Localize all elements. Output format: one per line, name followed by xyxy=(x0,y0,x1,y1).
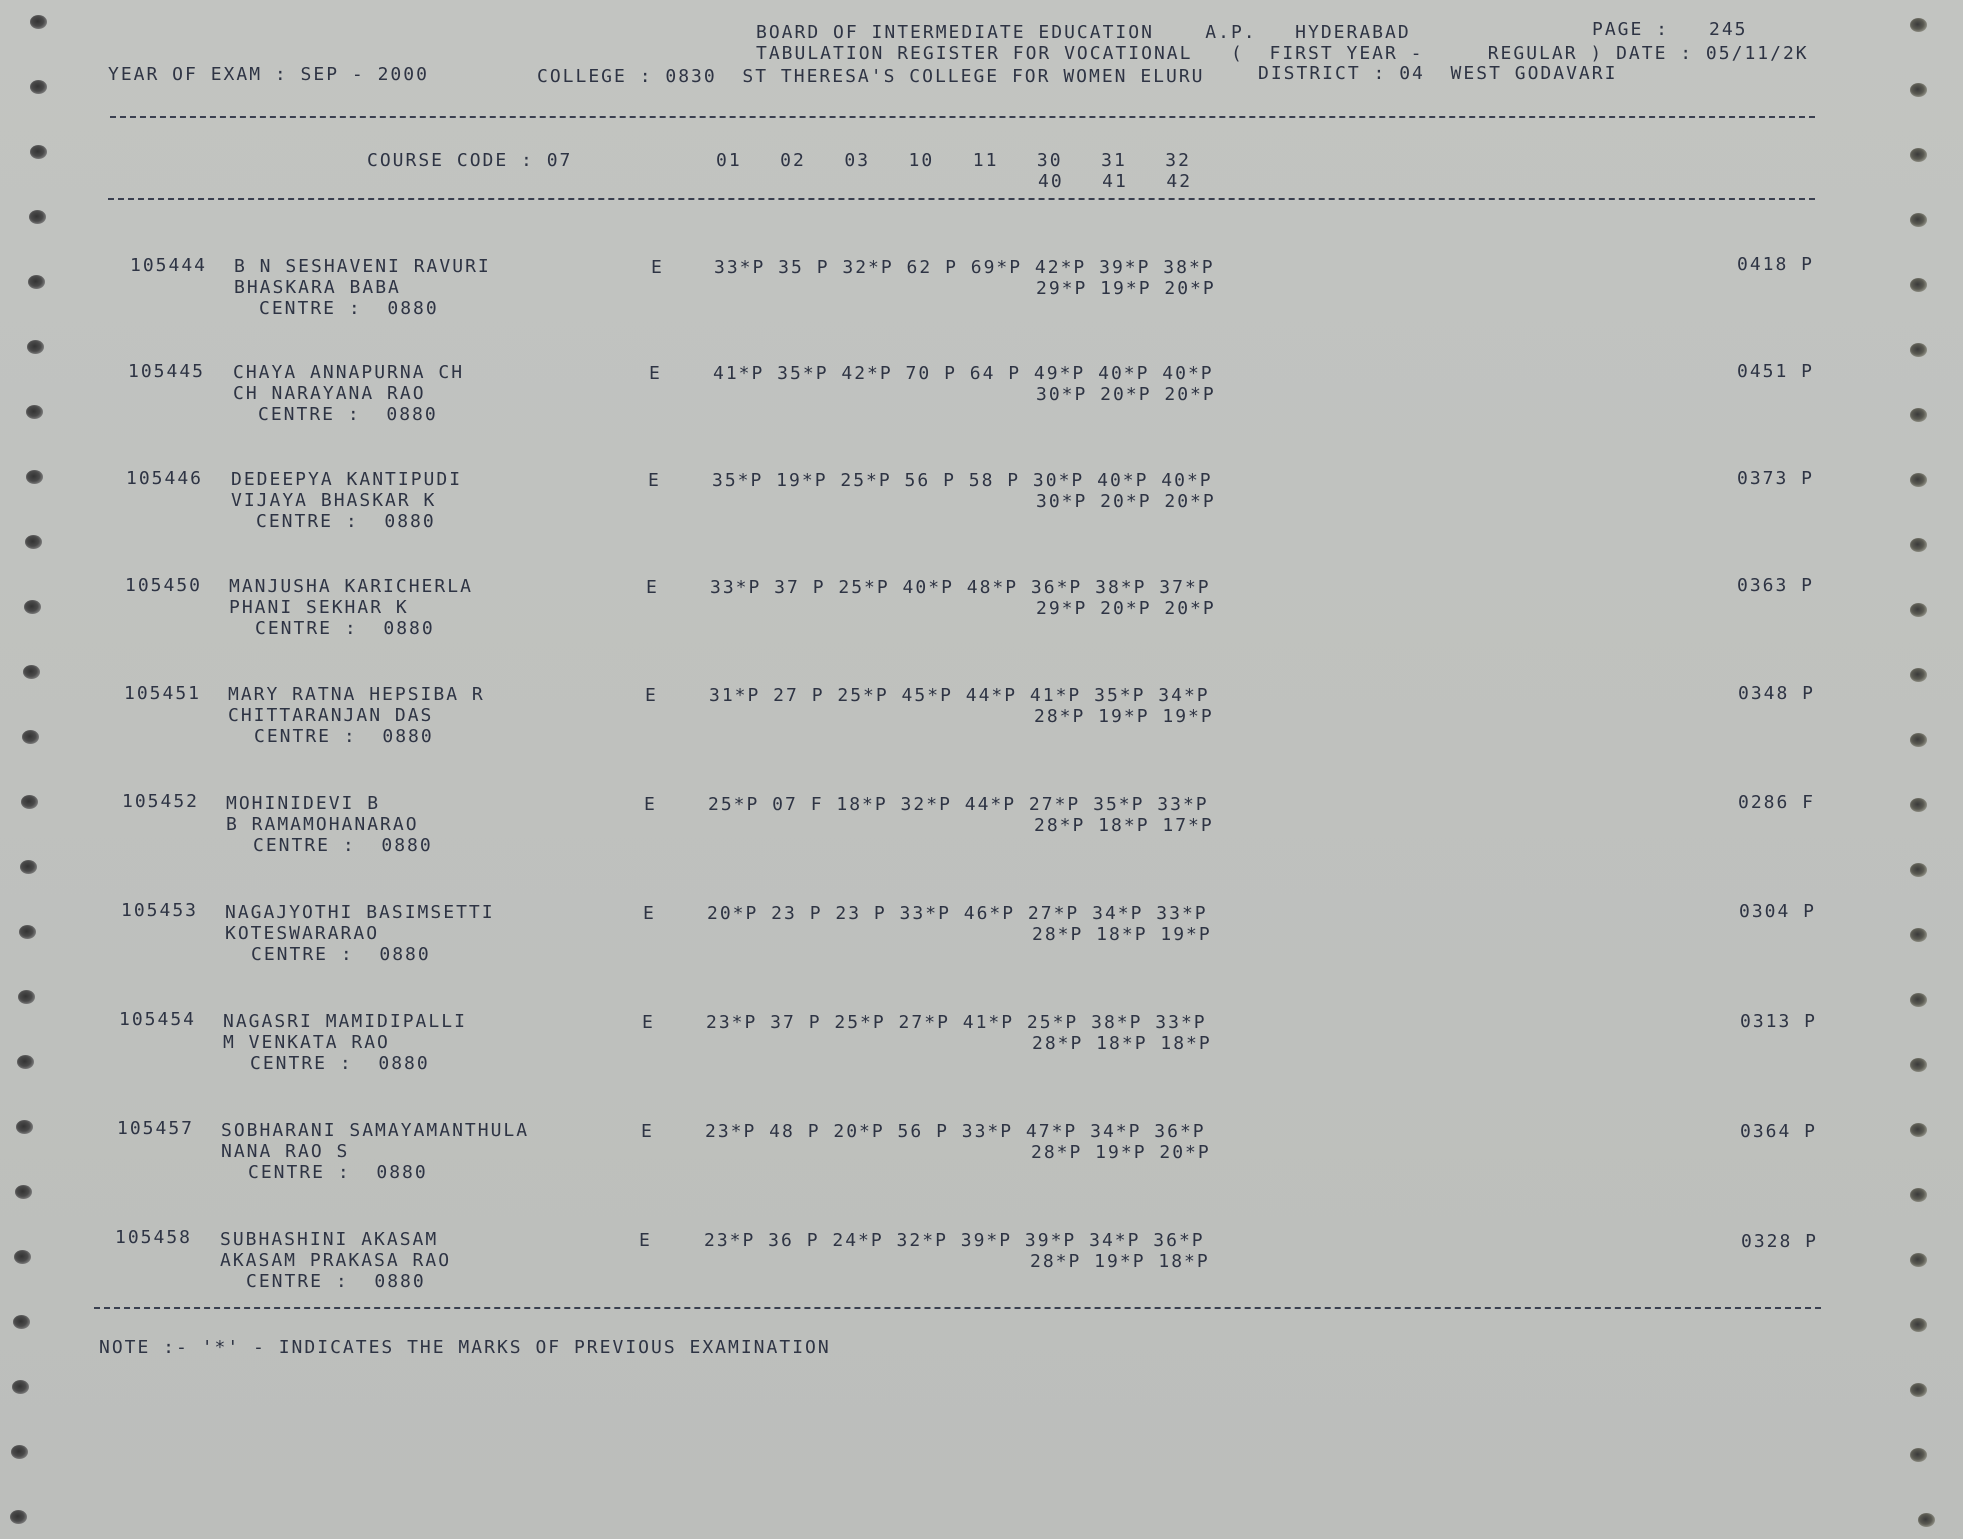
marks-row1: 33*P 37 P 25*P 40*P 48*P 36*P 38*P 37*P xyxy=(710,577,1211,598)
centre-code: CENTRE : 0880 xyxy=(259,298,439,319)
feed-hole xyxy=(13,1315,30,1329)
feed-hole xyxy=(1910,1123,1927,1137)
feed-hole xyxy=(27,340,44,354)
candidate-name: NAGASRI MAMIDIPALLI xyxy=(223,1011,467,1032)
feed-hole xyxy=(22,730,39,744)
hall-ticket-number: 105450 xyxy=(125,575,203,596)
marks-row1: 31*P 27 P 25*P 45*P 44*P 41*P 35*P 34*P xyxy=(709,685,1210,706)
feed-hole xyxy=(1918,1513,1935,1527)
marks-row1: 35*P 19*P 25*P 56 P 58 P 30*P 40*P 40*P xyxy=(712,470,1213,491)
medium: E xyxy=(643,903,656,924)
feed-hole xyxy=(1910,1253,1927,1267)
centre-code: CENTRE : 0880 xyxy=(250,1053,430,1074)
total-result: 0451 P xyxy=(1737,361,1815,382)
centre-code: CENTRE : 0880 xyxy=(246,1271,426,1292)
feed-hole xyxy=(11,1445,28,1459)
centre-code: CENTRE : 0880 xyxy=(248,1162,428,1183)
feed-hole xyxy=(1910,1318,1927,1332)
candidate-name: MANJUSHA KARICHERLA xyxy=(229,576,473,597)
feed-hole xyxy=(1910,408,1927,422)
parent-name: M VENKATA RAO xyxy=(223,1032,390,1053)
header-rule-bottom xyxy=(108,198,1815,200)
feed-hole xyxy=(19,925,36,939)
feed-hole xyxy=(1910,538,1927,552)
feed-hole xyxy=(1910,278,1927,292)
candidate-name: MARY RATNA HEPSIBA R xyxy=(228,684,485,705)
marks-row2: 29*P 19*P 20*P xyxy=(1036,278,1216,299)
marks-row1: 25*P 07 F 18*P 32*P 44*P 27*P 35*P 33*P xyxy=(708,794,1209,815)
feed-hole xyxy=(26,405,43,419)
feed-hole xyxy=(17,1055,34,1069)
feed-hole xyxy=(1910,993,1927,1007)
feed-hole xyxy=(1910,1448,1927,1462)
feed-hole xyxy=(12,1380,29,1394)
total-result: 0304 P xyxy=(1739,901,1817,922)
marks-row2: 28*P 19*P 19*P xyxy=(1034,706,1214,727)
total-result: 0313 P xyxy=(1740,1011,1818,1032)
feed-hole xyxy=(1910,1058,1927,1072)
note: NOTE :- '*' - INDICATES THE MARKS OF PREVIOUS EXAMINATION xyxy=(99,1337,831,1358)
marks-row1: 33*P 35 P 32*P 62 P 69*P 42*P 39*P 38*P xyxy=(714,257,1215,278)
marks-row2: 28*P 18*P 17*P xyxy=(1034,815,1214,836)
total-result: 0286 F xyxy=(1738,792,1816,813)
hall-ticket-number: 105446 xyxy=(126,468,204,489)
feed-hole xyxy=(18,990,35,1004)
centre-code: CENTRE : 0880 xyxy=(254,726,434,747)
parent-name: BHASKARA BABA xyxy=(234,277,401,298)
feed-hole xyxy=(1910,928,1927,942)
feed-hole xyxy=(15,1185,32,1199)
feed-hole xyxy=(24,600,41,614)
header-rule-top xyxy=(110,116,1815,118)
subject-codes-row1: 01 02 03 10 11 30 31 32 xyxy=(716,150,1191,171)
total-result: 0373 P xyxy=(1737,468,1815,489)
feed-hole xyxy=(23,665,40,679)
page-label: PAGE : xyxy=(1592,19,1670,40)
marks-row2: 28*P 19*P 20*P xyxy=(1031,1142,1211,1163)
feed-hole xyxy=(1910,148,1927,162)
marks-row2: 28*P 18*P 18*P xyxy=(1032,1033,1212,1054)
total-result: 0348 P xyxy=(1738,683,1816,704)
parent-name: AKASAM PRAKASA RAO xyxy=(220,1250,452,1271)
centre-code: CENTRE : 0880 xyxy=(256,511,436,532)
medium: E xyxy=(644,794,657,815)
marks-row2: 29*P 20*P 20*P xyxy=(1036,598,1216,619)
centre-code: CENTRE : 0880 xyxy=(255,618,435,639)
feed-hole xyxy=(30,15,47,29)
candidate-name: B N SESHAVENI RAVURI xyxy=(234,256,491,277)
candidate-name: MOHINIDEVI B xyxy=(226,793,381,814)
feed-hole xyxy=(20,860,37,874)
total-result: 0363 P xyxy=(1737,575,1815,596)
feed-hole xyxy=(1910,1188,1927,1202)
parent-name: CHITTARANJAN DAS xyxy=(228,705,434,726)
centre-code: CENTRE : 0880 xyxy=(251,944,431,965)
marks-row2: 30*P 20*P 20*P xyxy=(1036,491,1216,512)
hall-ticket-number: 105454 xyxy=(119,1009,197,1030)
marks-row2: 28*P 19*P 18*P xyxy=(1030,1251,1210,1272)
feed-hole xyxy=(10,1510,27,1524)
medium: E xyxy=(639,1230,652,1251)
feed-hole xyxy=(26,470,43,484)
page-number: 245 xyxy=(1709,19,1748,40)
candidate-name: DEDEEPYA KANTIPUDI xyxy=(231,469,463,490)
feed-hole xyxy=(1910,603,1927,617)
feed-hole xyxy=(1910,668,1927,682)
total-result: 0364 P xyxy=(1740,1121,1818,1142)
feed-hole xyxy=(25,535,42,549)
centre-code: CENTRE : 0880 xyxy=(258,404,438,425)
feed-hole xyxy=(16,1120,33,1134)
parent-name: PHANI SEKHAR K xyxy=(229,597,409,618)
board-title: BOARD OF INTERMEDIATE EDUCATION A.P. HYDERABAD xyxy=(756,22,1411,43)
medium: E xyxy=(646,577,659,598)
feed-hole xyxy=(1910,733,1927,747)
candidate-name: CHAYA ANNAPURNA CH xyxy=(233,362,465,383)
candidate-name: SOBHARANI SAMAYAMANTHULA xyxy=(221,1120,530,1141)
medium: E xyxy=(648,470,661,491)
medium: E xyxy=(642,1012,655,1033)
feed-hole xyxy=(1910,18,1927,32)
feed-hole xyxy=(1910,213,1927,227)
feed-hole xyxy=(1910,1383,1927,1397)
hall-ticket-number: 105444 xyxy=(130,255,208,276)
register-title: TABULATION REGISTER FOR VOCATIONAL ( FIRST YEAR - REGULAR ) DATE : 05/11/2K xyxy=(756,43,1809,64)
marks-row1: 23*P 36 P 24*P 32*P 39*P 39*P 34*P 36*P xyxy=(704,1230,1205,1251)
parent-name: KOTESWARARAO xyxy=(225,923,380,944)
medium: E xyxy=(651,257,664,278)
centre-code: CENTRE : 0880 xyxy=(253,835,433,856)
medium: E xyxy=(645,685,658,706)
feed-hole xyxy=(30,145,47,159)
marks-row2: 28*P 18*P 19*P xyxy=(1032,924,1212,945)
feed-hole xyxy=(30,80,47,94)
candidate-name: SUBHASHINI AKASAM xyxy=(220,1229,439,1250)
hall-ticket-number: 105458 xyxy=(115,1227,193,1248)
marks-row1: 20*P 23 P 23 P 33*P 46*P 27*P 34*P 33*P xyxy=(707,903,1208,924)
parent-name: NANA RAO S xyxy=(221,1141,350,1162)
hall-ticket-number: 105453 xyxy=(121,900,199,921)
medium: E xyxy=(641,1121,654,1142)
feed-hole xyxy=(28,275,45,289)
feed-hole xyxy=(1910,798,1927,812)
footer-rule xyxy=(94,1307,1821,1309)
subject-codes-row2: 40 41 42 xyxy=(1038,171,1193,192)
parent-name: B RAMAMOHANARAO xyxy=(226,814,419,835)
marks-row2: 30*P 20*P 20*P xyxy=(1036,384,1216,405)
college-info: COLLEGE : 0830 ST THERESA'S COLLEGE FOR WOMEN ELURU xyxy=(537,66,1205,87)
feed-hole xyxy=(21,795,38,809)
hall-ticket-number: 105451 xyxy=(124,683,202,704)
marks-row1: 23*P 48 P 20*P 56 P 33*P 47*P 34*P 36*P xyxy=(705,1121,1206,1142)
feed-hole xyxy=(1910,343,1927,357)
course-code: COURSE CODE : 07 xyxy=(367,150,573,171)
feed-hole xyxy=(29,210,46,224)
medium: E xyxy=(649,363,662,384)
parent-name: CH NARAYANA RAO xyxy=(233,383,426,404)
marks-row1: 41*P 35*P 42*P 70 P 64 P 49*P 40*P 40*P xyxy=(713,363,1214,384)
feed-hole xyxy=(1910,863,1927,877)
hall-ticket-number: 105445 xyxy=(128,361,206,382)
feed-hole xyxy=(14,1250,31,1264)
total-result: 0418 P xyxy=(1737,254,1815,275)
district-info: DISTRICT : 04 WEST GODAVARI xyxy=(1258,63,1618,84)
total-result: 0328 P xyxy=(1741,1231,1819,1252)
hall-ticket-number: 105452 xyxy=(122,791,200,812)
year-of-exam: YEAR OF EXAM : SEP - 2000 xyxy=(108,64,429,85)
candidate-name: NAGAJYOTHI BASIMSETTI xyxy=(225,902,495,923)
hall-ticket-number: 105457 xyxy=(117,1118,195,1139)
feed-hole xyxy=(1910,473,1927,487)
marks-row1: 23*P 37 P 25*P 27*P 41*P 25*P 38*P 33*P xyxy=(706,1012,1207,1033)
feed-hole xyxy=(1910,83,1927,97)
parent-name: VIJAYA BHASKAR K xyxy=(231,490,437,511)
